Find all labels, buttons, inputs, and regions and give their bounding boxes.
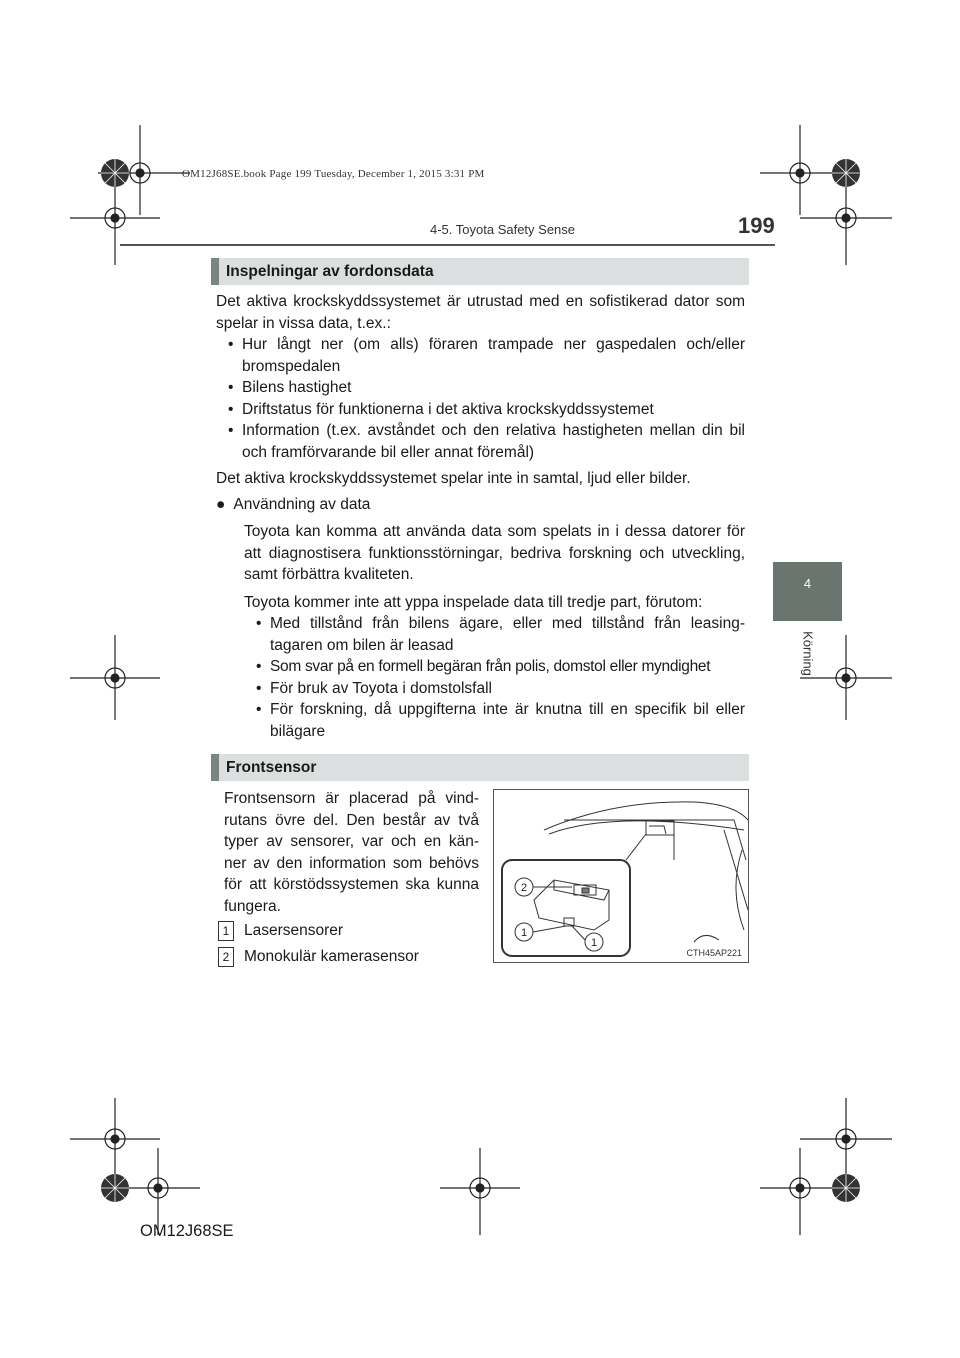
list-item: • Bilens hastighet xyxy=(224,377,745,399)
chapter-tab-number: 4 xyxy=(803,576,812,591)
callout-number: 2 xyxy=(218,947,234,967)
subheading-label: Användning av data xyxy=(233,495,371,513)
figure-callout: 1 xyxy=(520,927,528,939)
intro-paragraph: Det aktiva krockskyddssystemet är utrustad med en sofistikerad dator som spelar in vissa data, t.ex.: xyxy=(216,293,745,332)
section-header-label: Inspelningar av fordonsdata xyxy=(226,263,434,280)
windshield-sensor-illustration xyxy=(494,790,748,962)
note-paragraph: Det aktiva krockskyddssystemet spelar inte in samtal, ljud eller bilder. xyxy=(216,470,691,487)
disclosure-list xyxy=(252,613,745,742)
subheading-data-usage xyxy=(216,494,745,516)
disclosure-paragraph: Toyota kommer inte att yppa inspelade data till tredje part, förutom: xyxy=(244,593,703,611)
usage-paragraph: Toyota kan komma att använda data som spelats in i dessa datorer för att diagnostisera funktionsstörningar, bedriva forskning och utveckling, samt förbättra kvaliteten. xyxy=(244,523,745,583)
sensor-label: Monokulär kamerasensor xyxy=(244,948,419,965)
figure-callout: 1 xyxy=(590,937,598,949)
front-sensor-paragraph: Frontsensorn är placerad på vind-rutans övre del. Den består av två typer av sensorer, var och en kän-ner av den information som behövs för att körstödssystemen ska kunna fungera. xyxy=(224,790,479,915)
chapter-tab-label: Körning xyxy=(800,631,816,676)
list-item: • För bruk av Toyota i domstolsfall xyxy=(252,678,745,700)
list-item: • Som svar på en formell begäran från polis, domstol eller myndighet xyxy=(252,656,745,678)
running-section-title: 4-5. Toyota Safety Sense xyxy=(430,222,576,237)
sensor-legend-item-2 xyxy=(218,946,419,968)
figure-code: CTH45AP221 xyxy=(686,948,742,958)
section-header-vehicle-data xyxy=(211,258,749,285)
page-number: 199 xyxy=(738,213,775,238)
print-header: OM12J68SE.book Page 199 Tuesday, December 1, 2015 3:31 PM xyxy=(182,168,485,180)
sensor-legend-item-1 xyxy=(218,920,343,942)
front-sensor-figure xyxy=(493,789,749,963)
list-item: • För forskning, då uppgifterna inte är knutna till en specifik bil eller bilägare xyxy=(252,699,745,742)
section-header-label: Frontsensor xyxy=(226,759,317,776)
list-item: • Med tillstånd från bilens ägare, eller med tillstånd från leasing-tagaren om bilen är leasad xyxy=(252,613,745,656)
list-item: • Information (t.ex. avståndet och den relativa hastigheten mellan din bil och framförvarande bil eller annat föremål) xyxy=(224,420,745,463)
section-header-front-sensor xyxy=(211,754,749,781)
section1-body xyxy=(216,291,745,742)
recorded-data-list xyxy=(224,334,745,463)
bullet-dot-icon: ● xyxy=(216,495,226,513)
sensor-label: Lasersensorer xyxy=(244,922,344,939)
list-item: • Hur långt ner (om alls) föraren trampade ner gaspedalen och/eller bromspedalen xyxy=(224,334,745,377)
list-item: • Driftstatus för funktionerna i det aktiva krockskyddssystemet xyxy=(224,399,745,421)
footer-manual-code: OM12J68SE xyxy=(140,1222,234,1240)
callout-number: 1 xyxy=(218,921,234,941)
figure-callout: 2 xyxy=(520,882,528,894)
header-rule xyxy=(120,244,775,246)
